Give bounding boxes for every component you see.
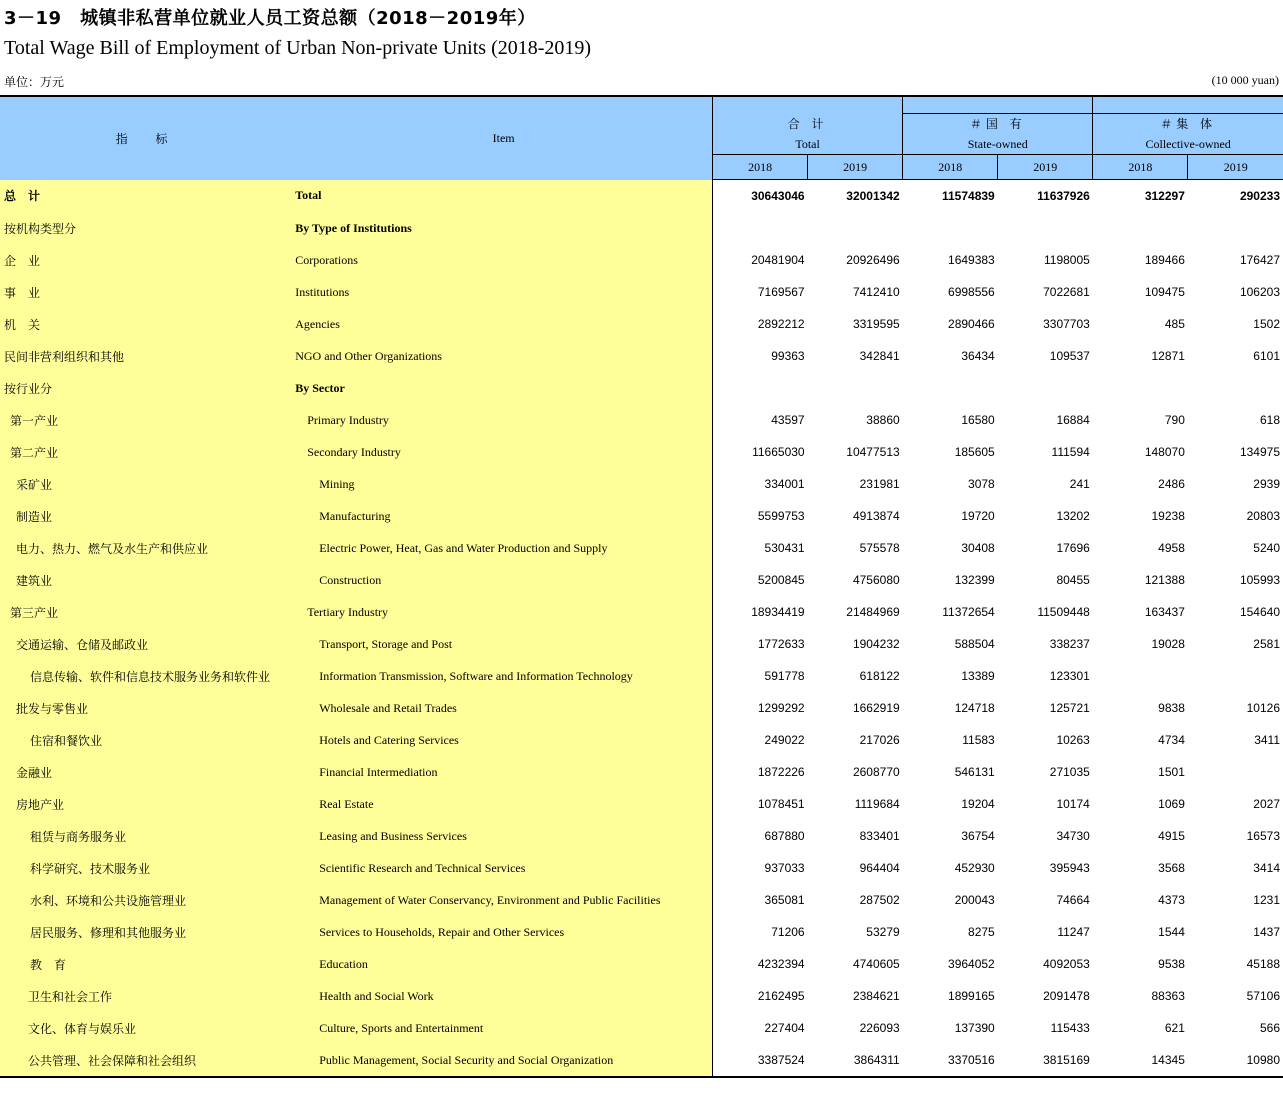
cell-value: 11372654	[942, 605, 995, 619]
header-total	[713, 96, 903, 155]
row-label-english: Secondary Industry	[295, 436, 712, 468]
cell-value: 1899165	[948, 989, 995, 1003]
cell-value: 2027	[1253, 797, 1280, 811]
table-row	[0, 852, 1283, 884]
cell-value: 231981	[859, 477, 900, 491]
cell-value: 13202	[1056, 509, 1090, 523]
header-item-english: Item	[295, 96, 712, 180]
cell-value: 3815169	[998, 1044, 1093, 1077]
cell-value: 19720	[961, 509, 995, 523]
row-label-chinese: 居民服务、修理和其他服务业	[0, 916, 295, 948]
cell-value: 10263	[1056, 733, 1090, 747]
header-collective-owned-chinese: ＃集 体	[1160, 117, 1217, 131]
cell-value: 17696	[1056, 541, 1090, 555]
cell-value: 6998556	[948, 285, 995, 299]
row-label-english: By Type of Institutions	[295, 212, 712, 244]
cell-value: 2890466	[948, 317, 995, 331]
cell-value: 163437	[1144, 605, 1185, 619]
row-label-english: Construction	[295, 564, 712, 596]
row-label-chinese: 租赁与商务服务业	[0, 820, 295, 852]
cell-value: 1231	[1253, 893, 1280, 907]
cell-value: 241	[1069, 477, 1090, 491]
cell-value: 111594	[1051, 445, 1090, 459]
header-total-english: Total	[795, 137, 820, 151]
header-collective-owned	[1093, 96, 1283, 155]
row-label-english: Education	[295, 948, 712, 980]
header-state-owned	[903, 96, 1093, 155]
table-row	[0, 660, 1283, 692]
table-row	[0, 468, 1283, 500]
cell-value: 36434	[961, 349, 995, 363]
cell-value: 80455	[1056, 573, 1090, 587]
cell-value: 16573	[1246, 829, 1280, 843]
cell-value: 10477513	[846, 445, 900, 459]
cell-value: 43597	[771, 413, 805, 427]
cell-value: 226093	[859, 1021, 900, 1035]
row-label-english: Manufacturing	[295, 500, 712, 532]
row-label-english: Electric Power, Heat, Gas and Water Production and Supply	[295, 532, 712, 564]
cell-value: 16580	[961, 413, 995, 427]
cell-value: 8275	[968, 925, 995, 939]
cell-value: 185605	[954, 445, 995, 459]
cell-value: 3319595	[852, 317, 900, 331]
cell-value: 19204	[961, 797, 995, 811]
header-year: 2018	[713, 155, 808, 180]
cell-value: 2892212	[757, 317, 805, 331]
cell-value	[1093, 212, 1188, 244]
cell-value: 3964052	[948, 957, 995, 971]
table-row	[0, 340, 1283, 372]
cell-value: 109537	[1049, 349, 1090, 363]
cell-value: 1662919	[852, 701, 900, 715]
row-label-chinese: 交通运输、仓储及邮政业	[0, 628, 295, 660]
cell-value: 1198005	[1043, 253, 1090, 267]
cell-value: 2608770	[852, 765, 900, 779]
cell-value: 485	[1164, 317, 1185, 331]
cell-value	[1188, 372, 1283, 404]
row-label-chinese: 信息传输、软件和信息技术服务业务和软件业	[0, 660, 295, 692]
row-label-english: NGO and Other Organizations	[295, 340, 712, 372]
table-row	[0, 180, 1283, 213]
wage-bill-table	[0, 95, 1283, 1078]
cell-value: 134975	[1239, 445, 1280, 459]
header-year: 2019	[998, 155, 1093, 180]
cell-value: 833401	[859, 829, 900, 843]
row-label-english: Public Management, Social Security and Social Organization	[295, 1044, 712, 1077]
cell-value: 4913874	[852, 509, 900, 523]
cell-value: 2581	[1253, 637, 1280, 651]
cell-value: 30408	[961, 541, 995, 555]
cell-value	[998, 212, 1093, 244]
cell-value: 342841	[859, 349, 900, 363]
cell-value: 11574839	[942, 189, 995, 203]
row-label-english: Agencies	[295, 308, 712, 340]
row-label-english: Services to Households, Repair and Other Services	[295, 916, 712, 948]
cell-value: 109475	[1144, 285, 1185, 299]
row-label-chinese: 制造业	[0, 500, 295, 532]
cell-value: 1437	[1253, 925, 1280, 939]
header-year: 2018	[903, 155, 998, 180]
table-row	[0, 788, 1283, 820]
cell-value: 11247	[1057, 925, 1090, 939]
cell-value: 115433	[1050, 1021, 1090, 1035]
row-label-english: Financial Intermediation	[295, 756, 712, 788]
cell-value: 271035	[1049, 765, 1090, 779]
row-label-chinese: 卫生和社会工作	[0, 980, 295, 1012]
row-label-english: Transport, Storage and Post	[295, 628, 712, 660]
row-label-chinese: 住宿和餐饮业	[0, 724, 295, 756]
cell-value	[1093, 660, 1188, 692]
unit-label-chinese: 单位：万元	[4, 75, 65, 89]
cell-value: 1299292	[757, 701, 805, 715]
row-label-english: Total	[295, 180, 712, 213]
table-row	[0, 276, 1283, 308]
row-label-english: Tertiary Industry	[295, 596, 712, 628]
table-row	[0, 212, 1283, 244]
cell-value	[713, 372, 808, 404]
row-label-chinese: 金融业	[0, 756, 295, 788]
cell-value	[1093, 372, 1188, 404]
row-label-english: Management of Water Conservancy, Environment and Public Facilities	[295, 884, 712, 916]
cell-value: 6101	[1253, 349, 1280, 363]
cell-value: 32001342	[846, 189, 900, 203]
cell-value	[1188, 660, 1283, 692]
row-label-chinese: 电力、热力、燃气及水生产和供应业	[0, 532, 295, 564]
row-label-chinese: 第一产业	[0, 404, 295, 436]
cell-value: 4092053	[1043, 957, 1090, 971]
cell-value: 7412410	[852, 285, 900, 299]
cell-value: 290233	[1239, 189, 1280, 203]
cell-value: 790	[1164, 413, 1185, 427]
cell-value: 3568	[1158, 861, 1185, 875]
cell-value: 2091478	[1043, 989, 1090, 1003]
cell-value: 618122	[859, 669, 900, 683]
cell-value: 1119684	[854, 797, 900, 811]
row-label-chinese: 事 业	[0, 276, 295, 308]
header-year: 2019	[808, 155, 903, 180]
cell-value: 334001	[764, 477, 805, 491]
table-row	[0, 756, 1283, 788]
cell-value: 99363	[771, 349, 805, 363]
header-state-owned-english: State-owned	[967, 137, 1028, 151]
cell-value: 530431	[764, 541, 805, 555]
row-label-english: Information Transmission, Software and Information Technology	[295, 660, 712, 692]
cell-value: 88363	[1151, 989, 1185, 1003]
cell-value: 3370516	[903, 1044, 998, 1077]
cell-value: 9538	[1158, 957, 1185, 971]
cell-value	[808, 372, 903, 404]
table-row	[0, 244, 1283, 276]
cell-value: 588504	[954, 637, 995, 651]
table-row	[0, 628, 1283, 660]
cell-value: 3307703	[1043, 317, 1090, 331]
cell-value: 53279	[866, 925, 900, 939]
table-row	[0, 724, 1283, 756]
cell-value: 20926496	[846, 253, 900, 267]
row-label-chinese: 机 关	[0, 308, 295, 340]
table-row	[0, 692, 1283, 724]
cell-value: 20803	[1246, 509, 1280, 523]
cell-value: 1078451	[757, 797, 805, 811]
row-label-chinese: 建筑业	[0, 564, 295, 596]
cell-value: 4373	[1158, 893, 1185, 907]
cell-value: 4756080	[852, 573, 900, 587]
cell-value: 1772633	[757, 637, 805, 651]
row-label-chinese: 第三产业	[0, 596, 295, 628]
cell-value: 9838	[1158, 701, 1185, 715]
cell-value: 591778	[764, 669, 805, 683]
cell-value: 20481904	[751, 253, 805, 267]
cell-value: 11583	[962, 733, 995, 747]
cell-value: 365081	[764, 893, 805, 907]
cell-value: 121388	[1144, 573, 1185, 587]
cell-value: 575578	[859, 541, 900, 555]
cell-value: 12871	[1151, 349, 1185, 363]
row-label-english: Real Estate	[295, 788, 712, 820]
cell-value: 10980	[1188, 1044, 1283, 1077]
cell-value: 105993	[1239, 573, 1280, 587]
table-row	[0, 564, 1283, 596]
row-label-chinese: 科学研究、技术服务业	[0, 852, 295, 884]
cell-value: 148070	[1144, 445, 1185, 459]
cell-value: 4232394	[757, 957, 805, 971]
table-row	[0, 980, 1283, 1012]
cell-value: 7022681	[1043, 285, 1090, 299]
row-label-chinese: 文化、体育与娱乐业	[0, 1012, 295, 1044]
cell-value: 200043	[954, 893, 995, 907]
table-row	[0, 404, 1283, 436]
cell-value: 937033	[764, 861, 805, 875]
table-row	[0, 308, 1283, 340]
header-state-owned-chinese: ＃国 有	[969, 117, 1026, 131]
cell-value: 16884	[1056, 413, 1090, 427]
cell-value: 19028	[1151, 637, 1185, 651]
header-year: 2018	[1093, 155, 1188, 180]
table-row	[0, 532, 1283, 564]
row-label-english: Scientific Research and Technical Services	[295, 852, 712, 884]
header-year: 2019	[1188, 155, 1283, 180]
table-title-english: Total Wage Bill of Employment of Urban Non-private Units (2018-2019)	[4, 37, 592, 59]
cell-value: 312297	[1144, 189, 1185, 203]
cell-value: 106203	[1239, 285, 1280, 299]
cell-value: 36754	[961, 829, 995, 843]
cell-value: 5200845	[757, 573, 805, 587]
cell-value: 11637926	[1037, 189, 1090, 203]
row-label-chinese: 公共管理、社会保障和社会组织	[0, 1044, 295, 1077]
cell-value: 7169567	[757, 285, 805, 299]
cell-value: 1544	[1158, 925, 1185, 939]
table-row	[0, 1012, 1283, 1044]
cell-value: 4958	[1158, 541, 1185, 555]
row-label-english: Culture, Sports and Entertainment	[295, 1012, 712, 1044]
cell-value: 1872226	[757, 765, 805, 779]
cell-value: 4740605	[852, 957, 900, 971]
row-label-english: Institutions	[295, 276, 712, 308]
row-label-english: Wholesale and Retail Trades	[295, 692, 712, 724]
cell-value: 338237	[1049, 637, 1090, 651]
cell-value: 4734	[1158, 733, 1185, 747]
cell-value: 1502	[1253, 317, 1280, 331]
cell-value: 621	[1164, 1021, 1185, 1035]
cell-value: 13389	[961, 669, 995, 683]
row-label-english: By Sector	[295, 372, 712, 404]
row-label-english: Primary Industry	[295, 404, 712, 436]
cell-value: 10126	[1246, 701, 1280, 715]
row-label-chinese: 总 计	[0, 180, 295, 213]
row-label-chinese: 批发与零售业	[0, 692, 295, 724]
cell-value: 227404	[764, 1021, 805, 1035]
cell-value	[998, 372, 1093, 404]
row-label-chinese: 民间非营利组织和其他	[0, 340, 295, 372]
cell-value: 452930	[954, 861, 995, 875]
cell-value: 21484969	[846, 605, 900, 619]
table-row	[0, 500, 1283, 532]
row-label-chinese: 教 育	[0, 948, 295, 980]
table-row	[0, 948, 1283, 980]
row-label-chinese: 按机构类型分	[0, 212, 295, 244]
cell-value	[1188, 756, 1283, 788]
cell-value: 566	[1259, 1021, 1280, 1035]
cell-value: 38860	[866, 413, 900, 427]
cell-value: 3387524	[713, 1044, 808, 1077]
row-label-chinese: 水利、环境和公共设施管理业	[0, 884, 295, 916]
unit-label-english: (10 000 yuan)	[1211, 73, 1279, 87]
cell-value: 249022	[764, 733, 805, 747]
cell-value: 1649383	[948, 253, 995, 267]
cell-value: 34730	[1056, 829, 1090, 843]
cell-value: 14345	[1093, 1044, 1188, 1077]
row-label-english: Health and Social Work	[295, 980, 712, 1012]
cell-value: 30643046	[751, 189, 805, 203]
cell-value: 217026	[859, 733, 900, 747]
cell-value: 71206	[771, 925, 805, 939]
header-total-chinese: 合 计	[787, 117, 828, 131]
cell-value: 1501	[1158, 765, 1185, 779]
table-body	[0, 180, 1283, 1078]
cell-value: 2486	[1158, 477, 1185, 491]
cell-value: 2384621	[852, 989, 900, 1003]
row-label-chinese: 按行业分	[0, 372, 295, 404]
cell-value: 618	[1259, 413, 1280, 427]
row-label-english: Hotels and Catering Services	[295, 724, 712, 756]
table-title-chinese: 3－19 城镇非私营单位就业人员工资总额（2018－2019年）	[4, 8, 536, 29]
cell-value: 2939	[1253, 477, 1280, 491]
cell-value: 18934419	[751, 605, 805, 619]
cell-value: 57106	[1246, 989, 1280, 1003]
cell-value: 45188	[1246, 957, 1280, 971]
header-indicator-chinese: 指 标	[0, 96, 295, 180]
row-label-english: Corporations	[295, 244, 712, 276]
header-collective-owned-english: Collective-owned	[1145, 137, 1231, 151]
row-label-chinese: 房地产业	[0, 788, 295, 820]
cell-value: 189466	[1144, 253, 1185, 267]
cell-value: 5240	[1253, 541, 1280, 555]
cell-value: 11509448	[1037, 605, 1090, 619]
cell-value: 137390	[954, 1021, 995, 1035]
table-row	[0, 916, 1283, 948]
cell-value: 154640	[1239, 605, 1280, 619]
cell-value: 1069	[1158, 797, 1185, 811]
cell-value: 132399	[954, 573, 995, 587]
row-label-chinese: 采矿业	[0, 468, 295, 500]
table-row	[0, 596, 1283, 628]
cell-value: 10174	[1056, 797, 1090, 811]
cell-value: 1904232	[852, 637, 900, 651]
cell-value: 687880	[764, 829, 805, 843]
cell-value	[1188, 212, 1283, 244]
cell-value: 2162495	[757, 989, 805, 1003]
row-label-chinese: 企 业	[0, 244, 295, 276]
cell-value	[808, 212, 903, 244]
table-row	[0, 820, 1283, 852]
cell-value: 125721	[1049, 701, 1090, 715]
row-label-english: Leasing and Business Services	[295, 820, 712, 852]
cell-value: 287502	[859, 893, 900, 907]
cell-value: 4915	[1158, 829, 1185, 843]
row-label-chinese: 第二产业	[0, 436, 295, 468]
cell-value: 11665030	[752, 445, 805, 459]
row-label-english: Mining	[295, 468, 712, 500]
cell-value: 123301	[1049, 669, 1090, 683]
cell-value: 19238	[1151, 509, 1185, 523]
cell-value: 3864311	[808, 1044, 903, 1077]
cell-value: 3411	[1254, 733, 1280, 747]
cell-value: 74664	[1056, 893, 1090, 907]
cell-value: 176427	[1239, 253, 1280, 267]
cell-value: 3414	[1253, 861, 1280, 875]
cell-value: 964404	[859, 861, 900, 875]
cell-value: 124718	[954, 701, 995, 715]
cell-value: 5599753	[757, 509, 805, 523]
cell-value	[903, 212, 998, 244]
cell-value	[903, 372, 998, 404]
table-row	[0, 372, 1283, 404]
cell-value: 395943	[1049, 861, 1090, 875]
table-row	[0, 884, 1283, 916]
cell-value: 3078	[968, 477, 995, 491]
cell-value: 546131	[954, 765, 995, 779]
table-row	[0, 1044, 1283, 1077]
table-row	[0, 436, 1283, 468]
cell-value	[713, 212, 808, 244]
